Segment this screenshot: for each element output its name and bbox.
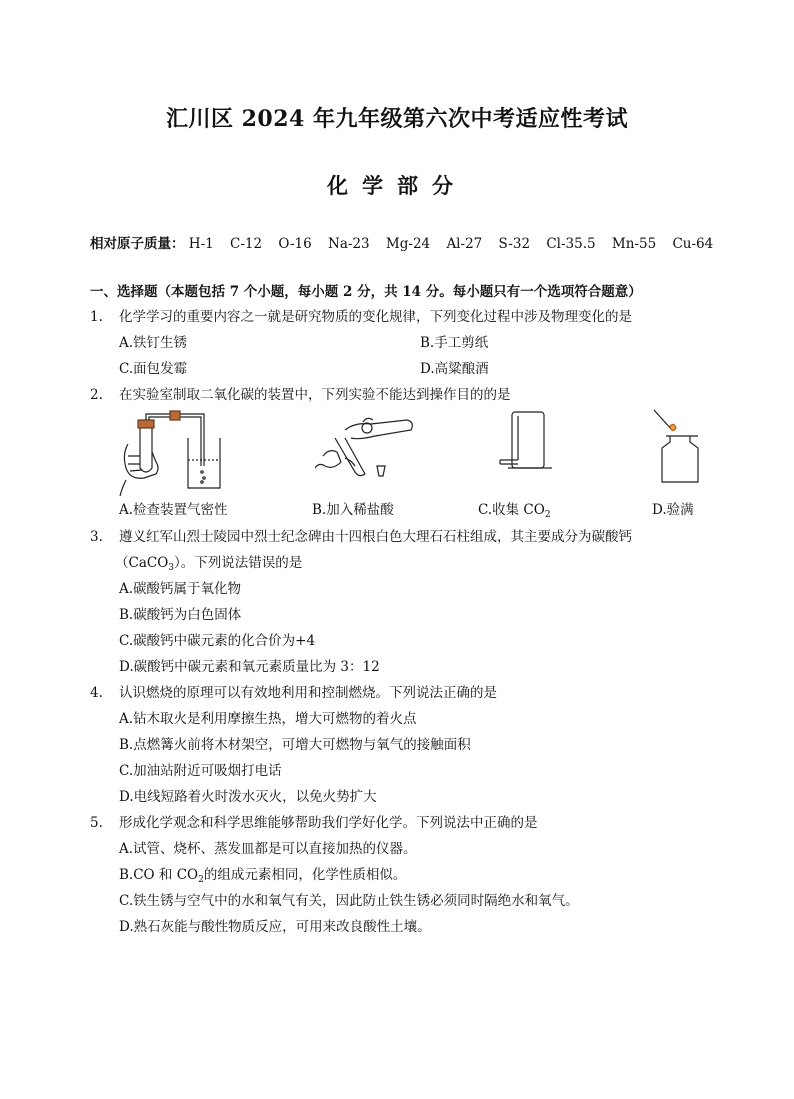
atomic-mass-item: Mg-24 bbox=[385, 236, 431, 252]
option-c: C.加油站附近可吸烟打电话 bbox=[119, 763, 282, 779]
option-b: B.手工剪纸 bbox=[420, 335, 489, 351]
option-d: D.碳酸钙中碳元素和氧元素质量比为 3：12 bbox=[119, 659, 380, 675]
question-5 bbox=[90, 811, 538, 831]
exam-title: 汇川区 2024 年九年级第六次中考适应性考试 bbox=[165, 106, 629, 132]
atomic-mass-item: S-32 bbox=[498, 236, 531, 252]
question-number: 3. bbox=[90, 529, 103, 545]
question-text: 遵义红军山烈士陵园中烈士纪念碑由十四根白色大理石石柱组成，其主要成分为碳酸钙 bbox=[119, 529, 632, 545]
option-a: A.试管、烧杯、蒸发皿都是可以直接加热的仪器。 bbox=[119, 841, 417, 857]
full-test-illustration bbox=[652, 404, 702, 486]
collect-gas-illustration bbox=[496, 408, 556, 476]
atomic-mass-item: O-16 bbox=[278, 236, 312, 252]
question-number: 4. bbox=[90, 685, 103, 701]
question-text: 认识燃烧的原理可以有效地利用和控制燃烧。下列说法正确的是 bbox=[119, 685, 497, 701]
option-b: B.点燃篝火前将木材架空，可增大可燃物与氧气的接触面积 bbox=[119, 737, 471, 753]
airtightness-apparatus-illustration bbox=[118, 408, 228, 496]
atomic-masses-label: 相对原子质量： bbox=[90, 236, 185, 252]
option-c: C.碳酸钙中碳元素的化合价为+4 bbox=[119, 633, 316, 649]
option-c: C.面包发霉 bbox=[119, 361, 188, 377]
question-number: 1. bbox=[90, 309, 103, 325]
atomic-mass-item: Cl-35.5 bbox=[546, 236, 596, 252]
atomic-masses bbox=[90, 232, 725, 252]
option-d: D.电线短路着火时泼水灭火，以免火势扩大 bbox=[119, 789, 377, 805]
section-heading: 一、选择题（本题包括 7 个小题，每小题 2 分，共 14 分。每小题只有一个选项符合题意） bbox=[90, 284, 642, 300]
atomic-mass-item: Mn-55 bbox=[611, 236, 657, 252]
option-b: B.CO 和 $CO_2$的组成元素相同，化学性质相似。 bbox=[119, 867, 407, 885]
option-d: D.高粱酿酒 bbox=[420, 361, 489, 377]
option-d: D.熟石灰能与酸性物质反应，可用来改良酸性土壤。 bbox=[119, 919, 431, 935]
question-3 bbox=[90, 525, 632, 545]
option-a: A.碳酸钙属于氧化物 bbox=[119, 581, 242, 597]
atomic-mass-item: C-12 bbox=[230, 236, 263, 252]
option-b: B.碳酸钙为白色固体 bbox=[119, 607, 242, 623]
question-1 bbox=[90, 305, 632, 325]
question-number: 2. bbox=[90, 387, 103, 403]
question-text: 化学学习的重要内容之一就是研究物质的变化规律，下列变化过程中涉及物理变化的是 bbox=[119, 309, 632, 325]
atomic-mass-item: Cu-64 bbox=[672, 236, 714, 252]
atomic-mass-item: Al-27 bbox=[446, 236, 483, 252]
option-a: A.铁钉生锈 bbox=[119, 335, 188, 351]
atomic-mass-item: Na-23 bbox=[328, 236, 370, 252]
question-text-continued: （CaCO$_3$）。下列说法错误的是 bbox=[115, 555, 303, 573]
question-text: 形成化学观念和科学思维能够帮助我们学好化学。下列说法中正确的是 bbox=[119, 815, 538, 831]
atomic-mass-item: H-1 bbox=[188, 236, 214, 252]
question-4 bbox=[90, 681, 497, 701]
add-acid-illustration bbox=[315, 408, 425, 488]
question-text: 在实验室制取二氧化碳的装置中，下列实验不能达到操作目的的是 bbox=[119, 387, 511, 403]
option-c: C.收集 $CO_2$ bbox=[478, 502, 551, 520]
question-number: 5. bbox=[90, 815, 103, 831]
exam-subtitle: 化学部分 bbox=[327, 173, 467, 198]
option-b: B.加入稀盐酸 bbox=[312, 502, 394, 518]
option-a: A.钻木取火是利用摩擦生热，增大可燃物的着火点 bbox=[119, 711, 417, 727]
option-a: A.检查装置气密性 bbox=[119, 502, 228, 518]
option-c: C.铁生锈与空气中的水和氧气有关，因此防止铁生锈必须同时隔绝水和氧气。 bbox=[119, 893, 579, 909]
option-d: D.验满 bbox=[652, 502, 694, 518]
question-2 bbox=[90, 383, 511, 403]
